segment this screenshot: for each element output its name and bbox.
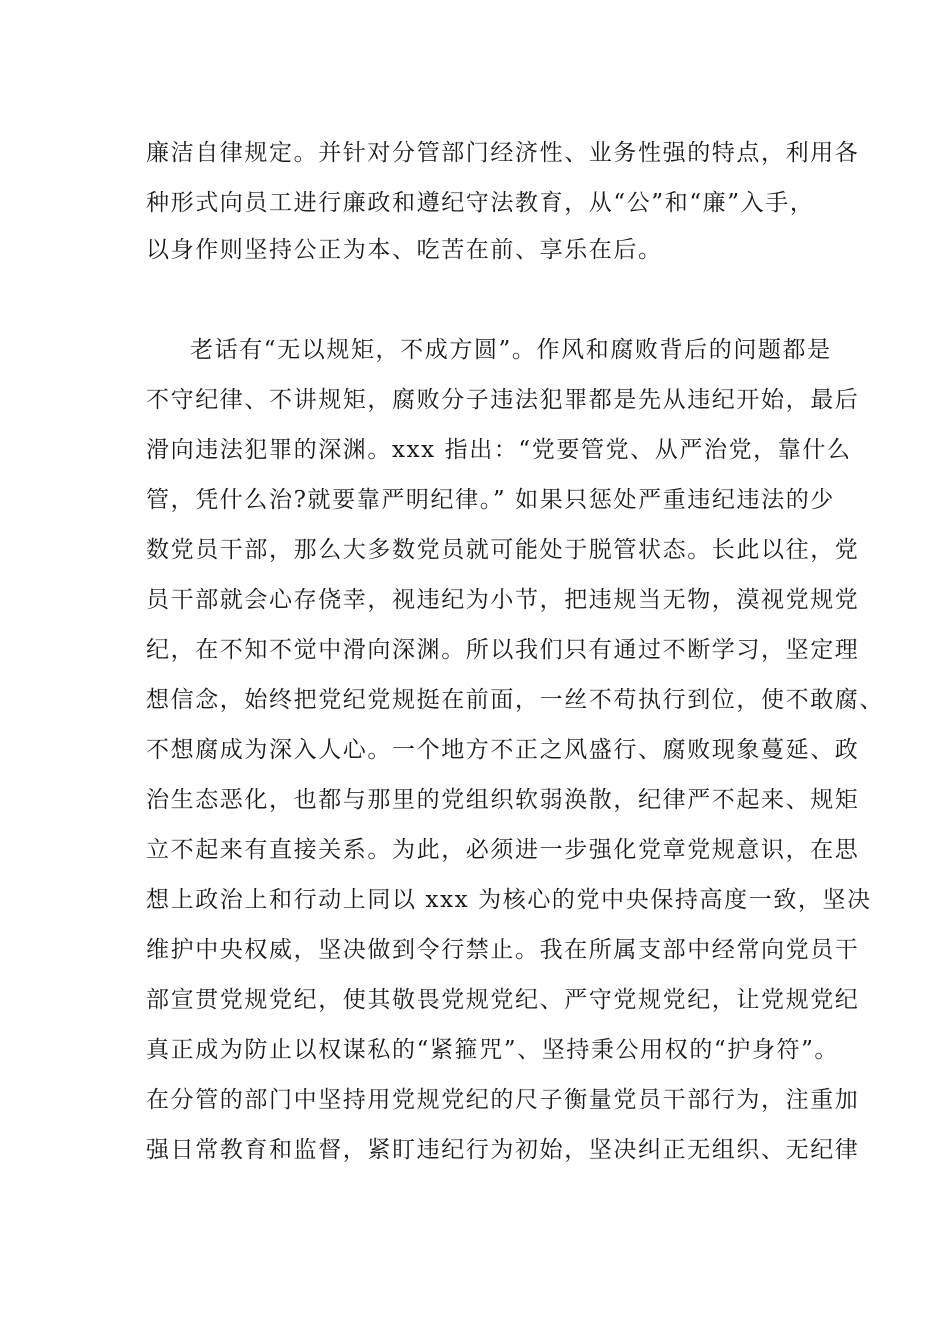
text-line: 以身作则坚持公正为本、吃苦在前、享乐在后。 <box>146 237 663 263</box>
text-line: 强日常教育和监督，紧盯违纪行为初始，坚决纠正无组织、无纪律 <box>146 1137 860 1163</box>
text-line: 部宣贯党规党纪，使其敬畏党规党纪、严守党规党纪，让党规党纪 <box>146 987 860 1013</box>
text-line: 滑向违法犯罪的深渊。xxx 指出：“党要管党、从严治党，靠什么 <box>146 437 852 463</box>
text-line: 员干部就会心存侥幸，视违纪为小节，把违规当无物，漠视党规党 <box>146 587 860 613</box>
text-line: 想上政治上和行动上同以 xxx 为核心的党中央保持高度一致，坚决 <box>146 887 872 913</box>
text-line: 治生态恶化，也都与那里的党组织软弱涣散，纪律严不起来、规矩 <box>146 787 860 813</box>
text-line: 廉洁自律规定。并针对分管部门经济性、业务性强的特点，利用各 <box>146 140 860 166</box>
text-line: 立不起来有直接关系。为此，必须进一步强化党章党规意识，在思 <box>146 837 860 863</box>
text-line: 种形式向员工进行廉政和遵纪守法教育，从“公”和“廉”入手， <box>146 190 815 216</box>
text-line: 数党员干部，那么大多数党员就可能处于脱管状态。长此以往，党 <box>146 537 860 563</box>
text-line: 不守纪律、不讲规矩，腐败分子违法犯罪都是先从违纪开始，最后 <box>146 387 860 413</box>
text-line: 纪，在不知不觉中滑向深渊。所以我们只有通过不断学习，坚定理 <box>146 637 860 663</box>
text-line: 维护中央权威，坚决做到令行禁止。我在所属支部中经常向党员干 <box>146 937 860 963</box>
text-line: 真正成为防止以权谋私的“紧箍咒”、坚持秉公用权的“护身符”。 <box>146 1037 840 1063</box>
text-line: 想信念，始终把党纪党规挺在前面，一丝不苟执行到位，使不敢腐、 <box>146 687 884 713</box>
text-line: 管，凭什么治?就要靠严明纪律。” 如果只惩处严重违纪违法的少 <box>146 487 835 513</box>
text-line: 不想腐成为深入人心。一个地方不正之风盛行、腐败现象蔓延、政 <box>146 737 860 763</box>
text-line: 在分管的部门中坚持用党规党纪的尺子衡量党员干部行为，注重加 <box>146 1087 860 1113</box>
text-line: 老话有“无以规矩，不成方圆”。作风和腐败背后的问题都是 <box>190 337 832 363</box>
